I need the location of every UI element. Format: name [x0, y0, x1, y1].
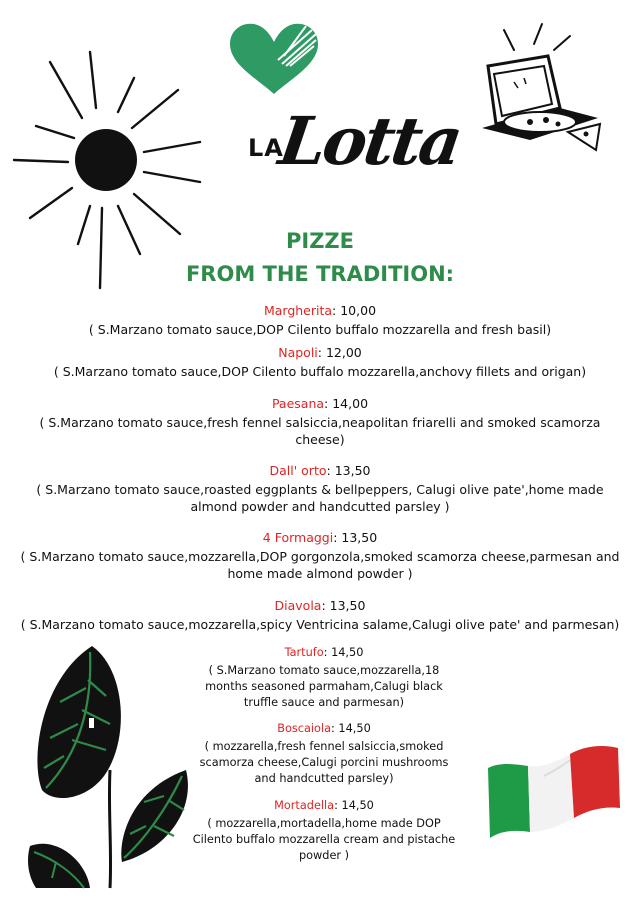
item-price: 10,00 — [340, 303, 377, 318]
item-description: ( S.Marzano tomato sauce,mozzarella,18 months seasoned parmaham,Calugi black truffle sauce and parmesan) — [205, 664, 443, 709]
item-description: ( S.Marzano tomato sauce,roasted eggplants & bellpeppers, Calugi olive pate',home made almond powder and handcutted parsley ) — [36, 482, 604, 514]
item-name: Dall' orto — [269, 463, 327, 478]
item-description: ( mozzarella,mortadella,home made DOP Cilento buffalo mozzarella cream and pistache powder ) — [192, 817, 456, 862]
menu-item: Mortadella: 14,50 ( mozzarella,mortadella,home made DOP Cilento buffalo mozzarella cream and pistache powder ) — [188, 798, 460, 864]
menu-item: Boscaiola: 14,50 ( mozzarella,fresh fennel salsiccia,smoked scamorza cheese,Calugi porcini mushrooms and handcutted parsley) — [188, 721, 460, 787]
item-description: ( S.Marzano tomato sauce,fresh fennel salsiccia,neapolitan friarelli and smoked scamorza cheese) — [39, 415, 601, 447]
section-title: PIZZE — [285, 229, 354, 253]
heart-icon — [226, 20, 322, 98]
menu-item: 4 Formaggi: 13,50 ( S.Marzano tomato sauce,mozzarella,DOP gorgonzola,smoked scamorza cheese,parmesan and home made almond powder ) — [20, 530, 620, 581]
menu-item: Diavola: 13,50 ( S.Marzano tomato sauce,mozzarella,spicy Ventricina salame,Calugi olive pate' and parmesan) — [20, 598, 620, 632]
item-name: Boscaiola — [277, 722, 332, 735]
item-price: 14,50 — [331, 646, 364, 659]
logo-name: Lotta — [274, 102, 465, 180]
item-price: 13,50 — [334, 463, 371, 478]
sun-icon — [10, 48, 210, 293]
item-name: 4 Formaggi — [262, 530, 334, 545]
item-description: ( S.Marzano tomato sauce,DOP Cilento buffalo mozzarella,anchovy fillets and origan) — [53, 364, 587, 379]
menu-item: Margherita: 10,00 ( S.Marzano tomato sauce,DOP Cilento buffalo mozzarella and fresh basil) — [20, 302, 620, 338]
item-price: 14,50 — [341, 799, 374, 812]
item-name: Tartufo — [284, 646, 324, 659]
item-price: 12,00 — [325, 345, 362, 360]
basil-leaves-icon — [26, 640, 196, 890]
logo-prefix: LA — [248, 134, 284, 162]
logo — [244, 102, 465, 226]
item-name: Napoli — [278, 345, 318, 360]
item-name: Paesana — [271, 396, 325, 411]
item-price: 13,50 — [341, 530, 378, 545]
pizza-box-icon — [474, 22, 614, 170]
menu-item: Paesana: 14,00 ( S.Marzano tomato sauce,fresh fennel salsiccia,neapolitan friarelli and smoked scamorza cheese) — [20, 395, 620, 448]
item-description: ( S.Marzano tomato sauce,DOP Cilento buffalo mozzarella and fresh basil) — [88, 322, 552, 337]
item-name: Margherita — [263, 303, 333, 318]
item-name: Mortadella — [274, 799, 335, 812]
item-price: 14,00 — [332, 396, 369, 411]
item-price: 13,50 — [329, 598, 366, 613]
item-description: ( mozzarella,fresh fennel salsiccia,smoked scamorza cheese,Calugi porcini mushrooms and handcutted parsley) — [199, 740, 449, 785]
item-description: ( S.Marzano tomato sauce,mozzarella,DOP gorgonzola,smoked scamorza cheese,parmesan and home made almond powder ) — [20, 549, 620, 581]
section-subtitle: FROM THE TRADITION: — [185, 262, 455, 286]
item-description: ( S.Marzano tomato sauce,mozzarella,spicy Ventricina salame,Calugi olive pate' and parmesan) — [20, 617, 620, 632]
italian-flag-icon — [484, 726, 624, 844]
menu-item: Napoli: 12,00 ( S.Marzano tomato sauce,DOP Cilento buffalo mozzarella,anchovy fillets and origan) — [20, 344, 620, 380]
menu-item: Tartufo: 14,50 ( S.Marzano tomato sauce,mozzarella,18 months seasoned parmaham,Calugi black truffle sauce and parmesan) — [188, 645, 460, 711]
menu-item: Dall' orto: 13,50 ( S.Marzano tomato sauce,roasted eggplants & bellpeppers, Calugi olive pate',home made almond powder and handcutted parsley ) — [20, 462, 620, 515]
item-name: Diavola — [274, 598, 322, 613]
item-price: 14,50 — [338, 722, 371, 735]
